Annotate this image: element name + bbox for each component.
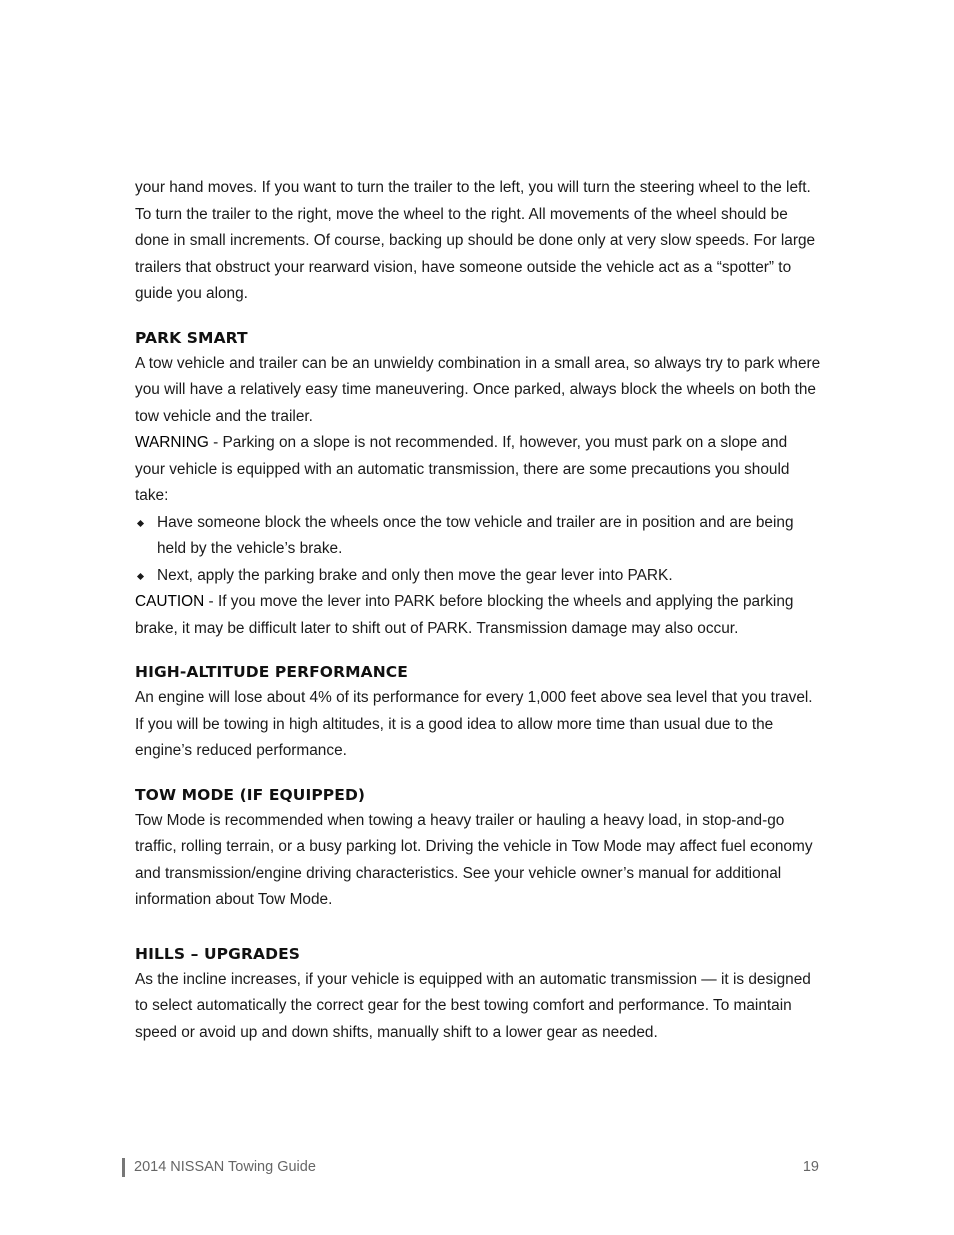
footer-divider-bar [122, 1158, 125, 1177]
high-altitude-body: An engine will lose about 4% of its performance for every 1,000 feet above sea level that you travel. If you will be towing in high altitudes, it is a good idea to allow more time than usual due to the engine’s reduced performance. [135, 689, 813, 759]
section-hills [135, 941, 821, 1047]
high-altitude-heading: HIGH-ALTITUDE PERFORMANCE [135, 663, 408, 681]
footer-title: 2014 NISSAN Towing Guide [134, 1159, 316, 1175]
hills-heading: HILLS – UPGRADES [135, 944, 301, 963]
caution-paragraph [135, 589, 821, 642]
list-item-text: Next, apply the parking brake and only then move the gear lever into PARK. [157, 566, 673, 584]
page-content [135, 175, 821, 1046]
park-smart-heading: PARK SMART [135, 328, 248, 347]
tow-mode-heading: TOW MODE (IF EQUIPPED) [135, 785, 366, 804]
page-number: 19 [802, 1159, 819, 1175]
park-smart-body: A tow vehicle and trailer can be an unwieldy combination in a small area, so always try to park where you will have a relatively easy time maneuvering. Once parked, always block the wheels on both the tow vehicle and the trailer. [135, 354, 821, 425]
caution-text: - If you move the lever into PARK before blocking the wheels and applying the parking brake, it may be difficult later to shift out of PARK. Transmission damage may also occur. [135, 593, 794, 637]
caution-label: CAUTION [135, 593, 205, 610]
warning-paragraph [135, 430, 821, 510]
list-item [135, 510, 821, 563]
list-item [135, 563, 821, 590]
section-tow-mode [135, 782, 821, 914]
precautions-list [135, 510, 821, 590]
tow-mode-body: Tow Mode is recommended when towing a heavy trailer or hauling a heavy load, in stop-and-go traffic, rolling terrain, or a busy parking lot. Driving the vehicle in Tow Mode may affect fuel economy and transmission/engine driving characteristics. See your vehicle owner’s manual for additional information about Tow Mode. [135, 811, 813, 908]
list-item-text: Have someone block the wheels once the tow vehicle and trailer are in position and are being held by the vehicle’s brake. [157, 513, 794, 557]
diamond-bullet-icon [137, 519, 144, 526]
intro-paragraph: your hand moves. If you want to turn the trailer to the left, you will turn the steering wheel to the left. To turn the trailer to the right, move the wheel to the right. All movements of the wheel should be done in small increments. Of course, backing up should be done only at very slow speeds. For large trailers that obstruct your rearward vision, have someone outside the vehicle act as a “spotter” to guide you along. [135, 179, 816, 302]
section-park-smart [135, 325, 821, 643]
section-high-altitude [135, 659, 821, 765]
diamond-bullet-icon [137, 572, 144, 579]
warning-label: WARNING [135, 434, 209, 451]
hills-body: As the incline increases, if your vehicle is equipped with an automatic transmission — it is designed to select automatically the correct gear for the best towing comfort and performance. To maintain speed or avoid up and down shifts, manually shift to a lower gear as needed. [135, 970, 811, 1041]
warning-text: - Parking on a slope is not recommended. If, however, you must park on a slope and your vehicle is equipped with an automatic transmission, there are some precautions you should take: [135, 434, 790, 504]
